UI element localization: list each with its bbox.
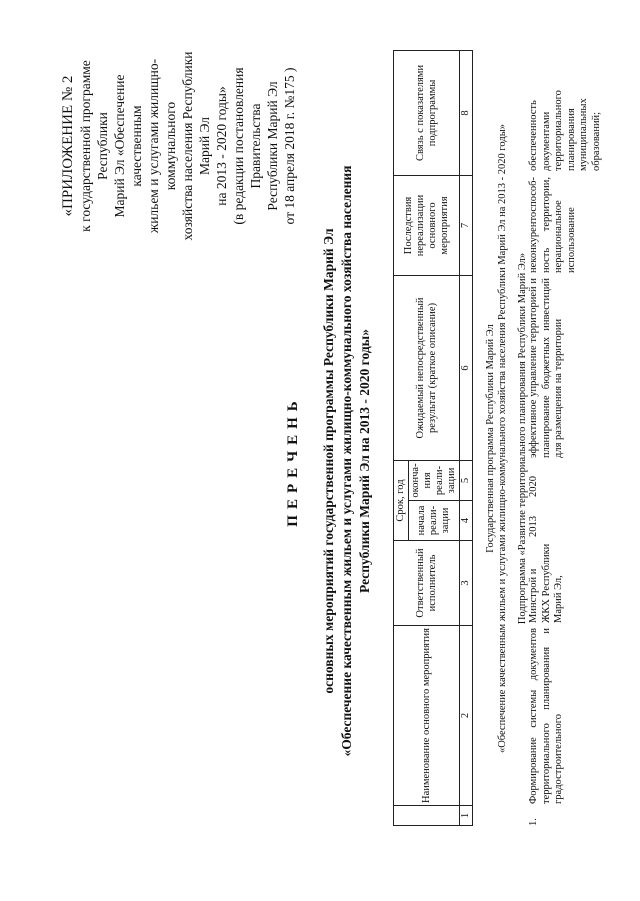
program-title: Государственная программа Республики Марий Эл <box>485 324 496 553</box>
row-indicator-link: обеспеченность документами территориального планирования муниципальных образований; <box>528 90 602 171</box>
header-consequences: Последствия нереализации основного мероприятия <box>394 175 460 275</box>
row-measure-name: Формирование системы документов территориального планирования и градостроительного <box>528 628 564 804</box>
subprogram-title: Подпрограмма «Развитие территориального планирования Республики Марий Эл» <box>517 252 528 625</box>
row-number: 1. <box>528 818 539 826</box>
column-number: 3 <box>460 541 473 626</box>
row-expected-result: эффективное управление территорией и планирование бюджетных инвестиций для размещения на территории <box>528 278 564 458</box>
column-number: 1 <box>460 806 473 826</box>
appendix-date: от 18 апреля 2018 г. №175 ) <box>282 67 297 225</box>
header-result: Ожидаемый непосредственный результат (краткое описание) <box>394 275 460 460</box>
appendix-line: хозяйства населения Республики Марий Эл <box>180 51 212 241</box>
appendix-block <box>60 41 298 251</box>
column-number: 6 <box>460 275 473 460</box>
header-num <box>394 806 460 826</box>
column-number: 5 <box>460 460 473 500</box>
header-link: Связь с показателями подпрограммы <box>394 50 460 175</box>
header-end: оконча-ния реали-зации <box>409 460 460 500</box>
appendix-line: к государственной программе Республики <box>78 60 110 232</box>
row-end-year: 2020 <box>528 476 539 497</box>
appendix-line: (в редакции постановления Правительства <box>231 67 263 225</box>
appendix-title: «ПРИЛОЖЕНИЕ № 2 <box>60 75 76 217</box>
header-name: Наименование основного мероприятия <box>394 626 460 806</box>
document-title: ПЕРЕЧЕНЬ <box>285 395 301 527</box>
heading-line: «Обеспечение качественным жильем и услугами жилищно-коммунального хозяйства населения <box>339 165 354 757</box>
heading-line: основных мероприятий государственной программы Республики Марий Эл <box>321 228 336 694</box>
column-number: 4 <box>460 501 473 541</box>
header-start: начала реали-зации <box>409 501 460 541</box>
header-term: Срок, год <box>394 460 409 540</box>
appendix-line: Марий Эл «Обеспечение качественным <box>112 74 144 218</box>
measures-table <box>393 50 473 826</box>
appendix-line: жильем и услугами жилищно-коммунального <box>146 58 178 234</box>
appendix-line: Республики Марий Эл <box>265 81 280 211</box>
document-heading <box>285 161 374 761</box>
header-executor: Ответственный исполнитель <box>394 541 460 626</box>
row-start-year: 2013 <box>528 516 539 537</box>
column-number: 2 <box>460 626 473 806</box>
column-number: 7 <box>460 175 473 275</box>
row-executor: Минстрой и ЖКХ Республики Марий Эл, <box>528 543 564 623</box>
row-consequences: неконкурентоспособ-ность территории, нерациональное использование <box>528 177 577 273</box>
heading-line: Республики Марий Эл на 2013 - 2020 годы» <box>357 329 372 593</box>
program-full-title: «Обеспечение качественным жильем и услугами жилищно-коммунального хозяйства населения Республики Марий Эл на 2013 - 2020 годы» <box>497 123 508 754</box>
column-number: 8 <box>460 50 473 175</box>
table-row <box>528 51 628 826</box>
appendix-line: на 2013 - 2020 годы» <box>214 86 229 206</box>
